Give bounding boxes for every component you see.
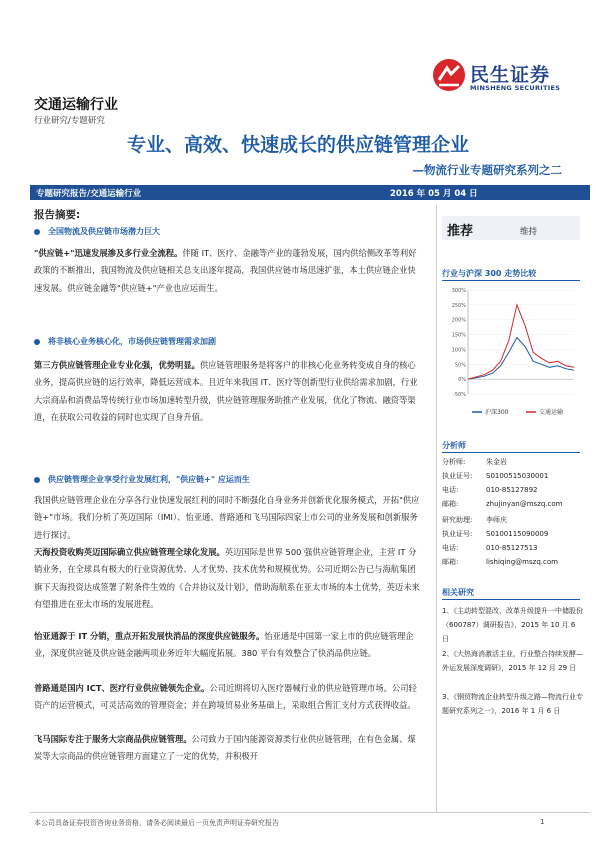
footer-rule bbox=[30, 812, 590, 813]
report-subtitle: —物流行业专题研究系列之二 bbox=[412, 163, 562, 177]
y-tick-label: 0% bbox=[458, 377, 466, 384]
analyst-field-label: 分析师: bbox=[442, 458, 466, 466]
trend-chart bbox=[442, 284, 580, 422]
industry-title: 交通运输行业 bbox=[34, 97, 118, 113]
legend-label: 交通运输 bbox=[539, 409, 564, 416]
analyst-field-label: 邮箱: bbox=[442, 500, 459, 508]
section-paragraph: 飞马国际专注于服务大宗商品供应链管理。公司致力于国内能源资源类行业供应链管理，在有色金属、煤炭等大宗商品的供应链管理方面建立了一定的优势，并积极开 bbox=[34, 734, 416, 762]
y-tick-label: 300% bbox=[451, 288, 466, 294]
analyst-field-label: 邮箱: bbox=[442, 558, 459, 566]
section-paragraph: 普路通是国内 ICT、医疗行业供应链领先企业。公司近期将切入医疗器械行业的供应链管理市场。公司轻资产的运营模式，可灵活高效的管理资金；并在跨境贸易业务基础上，采取组合售汇支付方式获得收益。 bbox=[34, 683, 417, 711]
analyst-field-value: zhujinyan@mszq.com bbox=[486, 500, 563, 508]
analyst-info-row bbox=[442, 529, 548, 539]
report-type-label: 专题研究报告/交通运输行业 bbox=[36, 189, 142, 199]
related-heading: 相关研究 bbox=[442, 588, 474, 597]
section-heading: 全国物流及供应链市场潜力巨大 bbox=[34, 226, 160, 237]
analyst-info-row bbox=[442, 499, 563, 509]
analyst-info-row bbox=[442, 485, 538, 495]
report-title: 专业、高效、快速成长的供应链管理企业 bbox=[126, 134, 469, 156]
analyst-field-value: 010-85127892 bbox=[486, 486, 538, 494]
analyst-field-value: S0100515030001 bbox=[486, 472, 549, 480]
column-divider bbox=[436, 205, 437, 812]
analyst-field-label: 电话: bbox=[442, 486, 459, 494]
analyst-info-row bbox=[442, 471, 548, 481]
page-number: 1 bbox=[540, 818, 545, 826]
analyst-field-label: 电话: bbox=[442, 544, 459, 552]
section-paragraph: 怡亚通源于 IT 分销，重点开拓发展快消品的深度供应链服务。怡亚通是中国第一家上市的供应链管理企业，深度供应链及供应链金融两项业务近年大幅度拓展。380 平台有效整合了快消品供应链。 bbox=[34, 631, 414, 659]
analyst-info-row bbox=[442, 543, 538, 553]
section-paragraph: 第三方供应链管理企业专业化强，优势明显。供应链管理服务是将客户的非核心化业务转变成自身的核心业务，提高供应链的运行效率，降低运营成本。且近年来我国 IT、医疗等创新型行业供给需求加剧，行业大宗商品和消费品等传统行业市场加速转型升级，供应链管理服务助推产业发展，优化了物流、融资等渠道，在获取公司收益的同时也实现了自身升值。 bbox=[34, 360, 418, 422]
related-report-link[interactable]: 1、《主动转型混改，改革升级提升一中储股份（600787）调研报告》，2015 年 10 月 6 日 bbox=[442, 607, 583, 643]
section-paragraph: "供应链+"迅速发展渗及多行业全流程。伴随 IT、医疗、金融等产业的蓬勃发展，国内供给侧改革等利好政策的不断推出，我国物流及供应链相关总支出逐年提高，我国供应链市场迅速扩张，本土供应链企业快速发展。供应链金融等"供应链+"产业也应运而生。 bbox=[34, 248, 417, 293]
y-tick-label: 150% bbox=[451, 332, 466, 339]
divider bbox=[442, 280, 580, 281]
report-date: 2016 年 05 月 04 日 bbox=[390, 189, 478, 199]
section-paragraph: 我国供应链管理企业在分享各行业快速发展红利的同时不断强化自身业务并创新优化服务模式，开拓"供应链+"市场。我们分析了英迈国际（IMI）、怡亚通、普路通和飞马国际四家上市公司的业务发展和创新服务进行探讨。 bbox=[34, 495, 420, 540]
bullet-icon bbox=[34, 339, 40, 345]
rating-value: 维持 bbox=[520, 227, 538, 237]
y-tick-label: 50% bbox=[454, 362, 466, 369]
analyst-field-value: 朱金岩 bbox=[486, 458, 507, 466]
summary-label: 报告摘要: bbox=[34, 209, 81, 221]
analyst-field-value: lishiqing@mszq.com bbox=[486, 558, 558, 566]
section-paragraph: 天海投资收购英迈国际确立供应链管理全球化发展。英迈国际是世界 500 强供应链管理企业，主营 IT 分销业务，在全球具有极大的行业资源优势、人才优势、技术优势和规模优势。公司近期公告已与海航集团旗下天海投资达成签署了附条件生效的《合并协议及计划》，借助海航系在亚太市场的本土优势，英迈未来有望推进在亚太市场的发展进程。 bbox=[34, 547, 420, 609]
analyst-heading: 分析师 bbox=[442, 441, 466, 450]
section-heading: 将非核心业务核心化，市场供应链管理需求加剧 bbox=[34, 336, 216, 347]
y-tick-label: 100% bbox=[451, 347, 466, 354]
y-tick-label: 200% bbox=[451, 317, 466, 324]
minsheng-logo-icon bbox=[432, 58, 466, 92]
y-tick-label: -50% bbox=[453, 392, 466, 398]
analyst-field-label: 执业证号: bbox=[442, 472, 473, 480]
chart-heading: 行业与沪深 300 走势比较 bbox=[442, 269, 537, 278]
analyst-field-value: S0100115090009 bbox=[486, 530, 549, 538]
analyst-info-row bbox=[442, 457, 507, 467]
report-category: 行业研究/专题研究 bbox=[34, 116, 105, 126]
analyst-field-value: 李师庆 bbox=[486, 516, 507, 524]
divider bbox=[442, 599, 580, 600]
series-line bbox=[468, 338, 574, 380]
divider bbox=[442, 452, 580, 453]
brand-name: 民生证券 bbox=[470, 64, 551, 86]
y-tick-label: 250% bbox=[451, 302, 466, 309]
related-report-link[interactable]: 3、《钢贸物流企业转型升级之路—物流行业专题研究系列之一》，2016 年 1 月 6 日 bbox=[442, 693, 583, 715]
bullet-icon bbox=[34, 477, 40, 483]
analyst-field-label: 研究助理: bbox=[442, 516, 473, 524]
analyst-field-value: 010-85127513 bbox=[486, 544, 538, 552]
bullet-icon bbox=[34, 229, 40, 235]
related-report-link[interactable]: 2、《大热海消激活主业，行业整合持续发酵—外运发展深度调研》，2015 年 12 月 29 日 bbox=[442, 650, 583, 672]
legend-label: 沪深300 bbox=[485, 409, 509, 416]
brand-name-en: MINSHENG SECURITIES bbox=[470, 84, 561, 92]
analyst-field-label: 执业证号: bbox=[442, 530, 473, 538]
rating-label: 推荐 bbox=[447, 224, 474, 239]
analyst-info-row bbox=[442, 557, 558, 567]
footer-disclaimer: 本公司具备证券投资咨询业务资格，请务必阅读最后一页免责声明证券研究报告 bbox=[34, 819, 279, 827]
analyst-info-row bbox=[442, 515, 507, 525]
section-heading: 供应链管理企业享受行业发展红利，"供应链+" 应运而生 bbox=[34, 474, 250, 485]
